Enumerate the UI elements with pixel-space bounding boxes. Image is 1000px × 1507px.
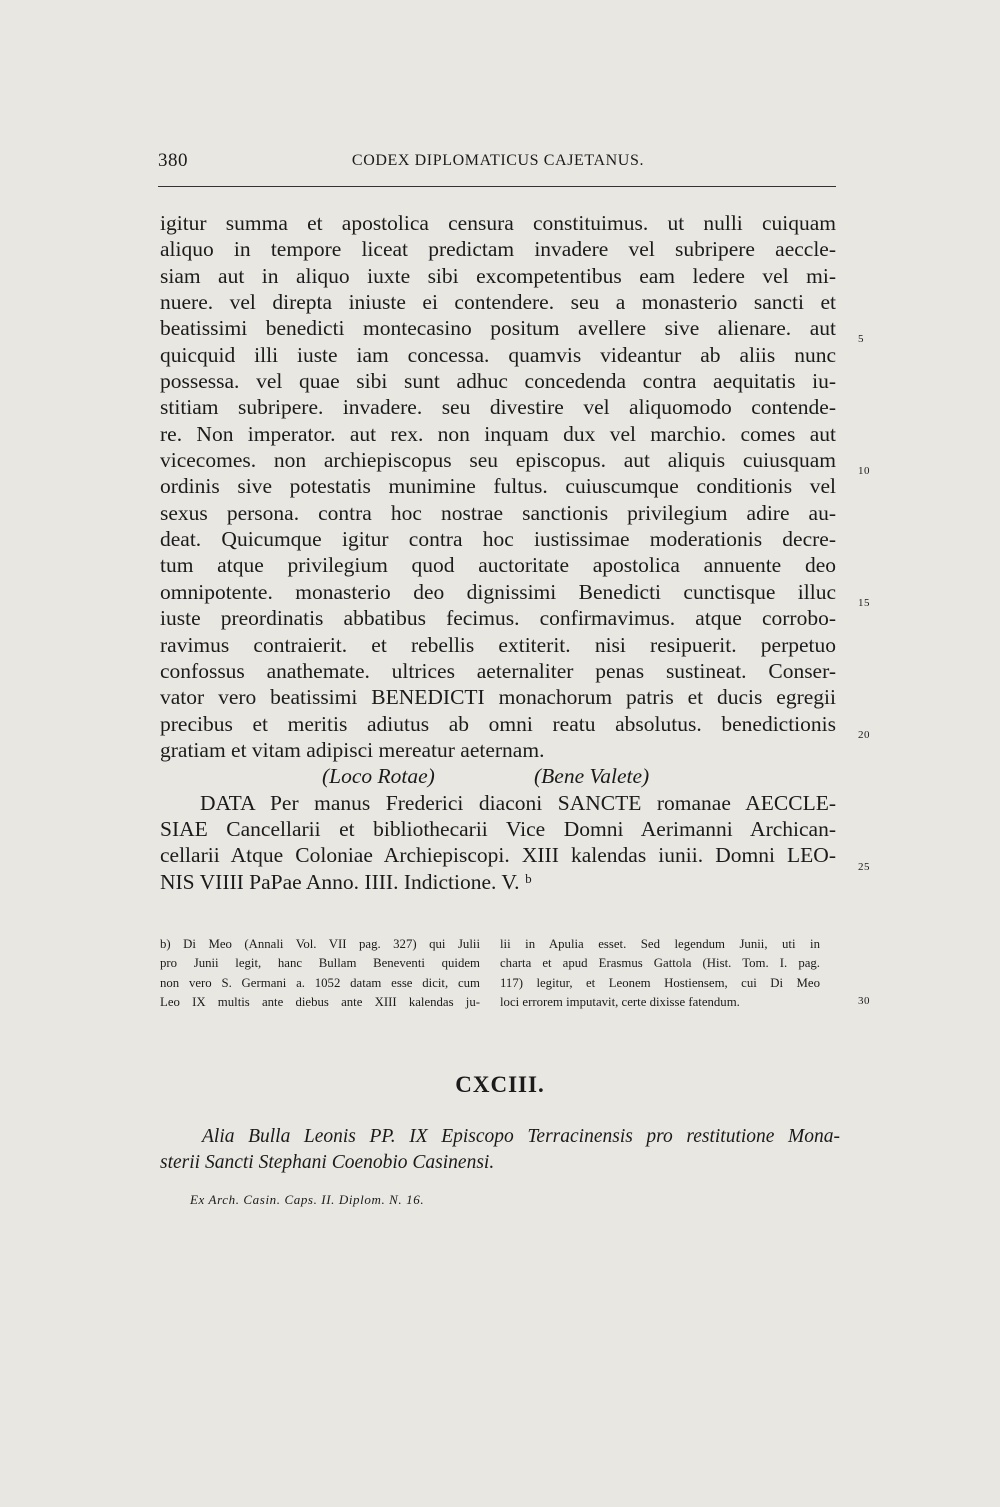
journal-title: CODEX DIPLOMATICUS CAJETANUS.: [351, 152, 645, 169]
footnote-column-left: [160, 935, 480, 1012]
text-line: stitiam subripere. invadere. seu divestire vel aliquomodo contende-: [160, 395, 836, 420]
text-line: deat. Quicumque igitur contra hoc iustissimae moderationis decre-: [160, 527, 836, 552]
text-line: siam aut in aliquo iuxte sibi excompetentibus eam ledere vel mi-: [160, 263, 836, 288]
text-line: precibus et meritis adiutus ab omni reatu absolutus. benedictionis: [160, 711, 836, 736]
line-number: 30: [858, 995, 870, 1007]
text-line: sexus persona. contra hoc nostrae sanctionis privilegium adire au-: [160, 500, 836, 525]
line-number: 15: [858, 597, 870, 609]
stamp-loco-rotae: (Loco Rotae): [322, 764, 435, 789]
footnote-column-right: [500, 935, 820, 1012]
text-line: iuste preordinatis abbatibus fecimus. confirmavimus. atque corrobo-: [160, 606, 836, 631]
footnote-line: pro Junii legit, hanc Bullam Beneventi quidem: [160, 956, 480, 971]
line-number: 20: [858, 729, 870, 741]
text-line: confossus anathemate. ultrices aeternaliter penas sustineat. Conser-: [160, 658, 836, 683]
footnote-line: non vero S. Germani a. 1052 datam esse dicit, cum: [160, 975, 480, 990]
line-number: 5: [858, 333, 864, 345]
text-line: gratiam et vitam adipisci mereatur aeternam.: [160, 737, 545, 762]
main-text: [160, 210, 836, 895]
text-line: aliquo in tempore liceat predictam invadere vel subripere aeccle-: [160, 237, 836, 262]
text-line: beatissimi benedicti montecasino positum avellere sive alienare. aut: [160, 316, 836, 341]
text-line: tum atque privilegium quod auctoritate apostolica annuente deo: [160, 553, 836, 578]
dating-line: SIAE Cancellarii et bibliothecarii Vice Domni Aerimanni Archican-: [160, 816, 836, 841]
document-source: Ex Arch. Casin. Caps. II. Diplom. N. 16.: [190, 1192, 425, 1207]
footnote-line: 117) legitur, et Leonem Hostiensem, cui Di Meo: [500, 975, 820, 990]
summary-line: sterii Sancti Stephani Coenobio Casinensi.: [160, 1152, 495, 1173]
text-line: possessa. vel quae sibi sunt adhuc concedenda contra aequitatis iu-: [160, 369, 836, 394]
text-line: vator vero beatissimi BENEDICTI monachorum patris et ducis egregii: [160, 685, 836, 710]
stamp-bene-valete: (Bene Valete): [534, 764, 650, 789]
text-line: nuere. vel direpta iniuste ei contendere. seu a monasterio sancti et: [160, 290, 836, 315]
text-line: re. Non imperator. aut rex. non inquam dux vel marchio. comes aut: [160, 421, 836, 446]
dating-line: NIS VIIII PaPae Anno. IIII. Indictione. V. ᵇ: [160, 869, 532, 894]
document-number: CXCIII.: [455, 1072, 545, 1097]
text-line: quicquid illi iuste iam concessa. quamvis videantur ab aliis nunc: [160, 342, 836, 367]
summary-line: Alia Bulla Leonis PP. IX Episcopo Terracinensis pro restitutione Mona-: [202, 1126, 840, 1147]
signature-stamps: [160, 763, 836, 789]
text-line: omnipotente. monasterio deo dignissimi Benedicti cunctisque illuc: [160, 579, 836, 604]
running-head: [158, 150, 838, 180]
text-line: ravimus contraierit. et rebellis extiterit. nisi resipuerit. perpetuo: [160, 632, 836, 657]
text-line: ordinis sive potestatis munimine fultus. cuiuscumque conditionis vel: [160, 474, 836, 499]
document-summary: [160, 1124, 840, 1176]
footnote-line: charta et apud Erasmus Gattola (Hist. Tom. I. pag.: [500, 956, 820, 971]
footnote-line: lii in Apulia esset. Sed legendum Junii, uti in: [500, 937, 820, 951]
line-number: 25: [858, 861, 870, 873]
page-number: 380: [158, 150, 188, 171]
dating-line: cellarii Atque Coloniae Archiepiscopi. XIII kalendas iunii. Domni LEO-: [160, 843, 836, 868]
text-line: vicecomes. non archiepiscopus seu episcopus. aut aliquis cuiusquam: [160, 448, 836, 473]
header-rule: [158, 186, 836, 187]
footnote-line: b) Di Meo (Annali Vol. VII pag. 327) qui Julii: [160, 937, 480, 951]
footnote-line: loci errorem imputavit, certe dixisse fatendum.: [500, 994, 740, 1009]
footnote-line: Leo IX multis ante diebus ante XIII kalendas ju-: [160, 994, 480, 1009]
dating-line: DATA Per manus Frederici diaconi SANCTE romanae AECCLE-: [200, 790, 836, 815]
text-line: igitur summa et apostolica censura constituimus. ut nulli cuiquam: [160, 211, 836, 235]
line-number: 10: [858, 465, 870, 477]
